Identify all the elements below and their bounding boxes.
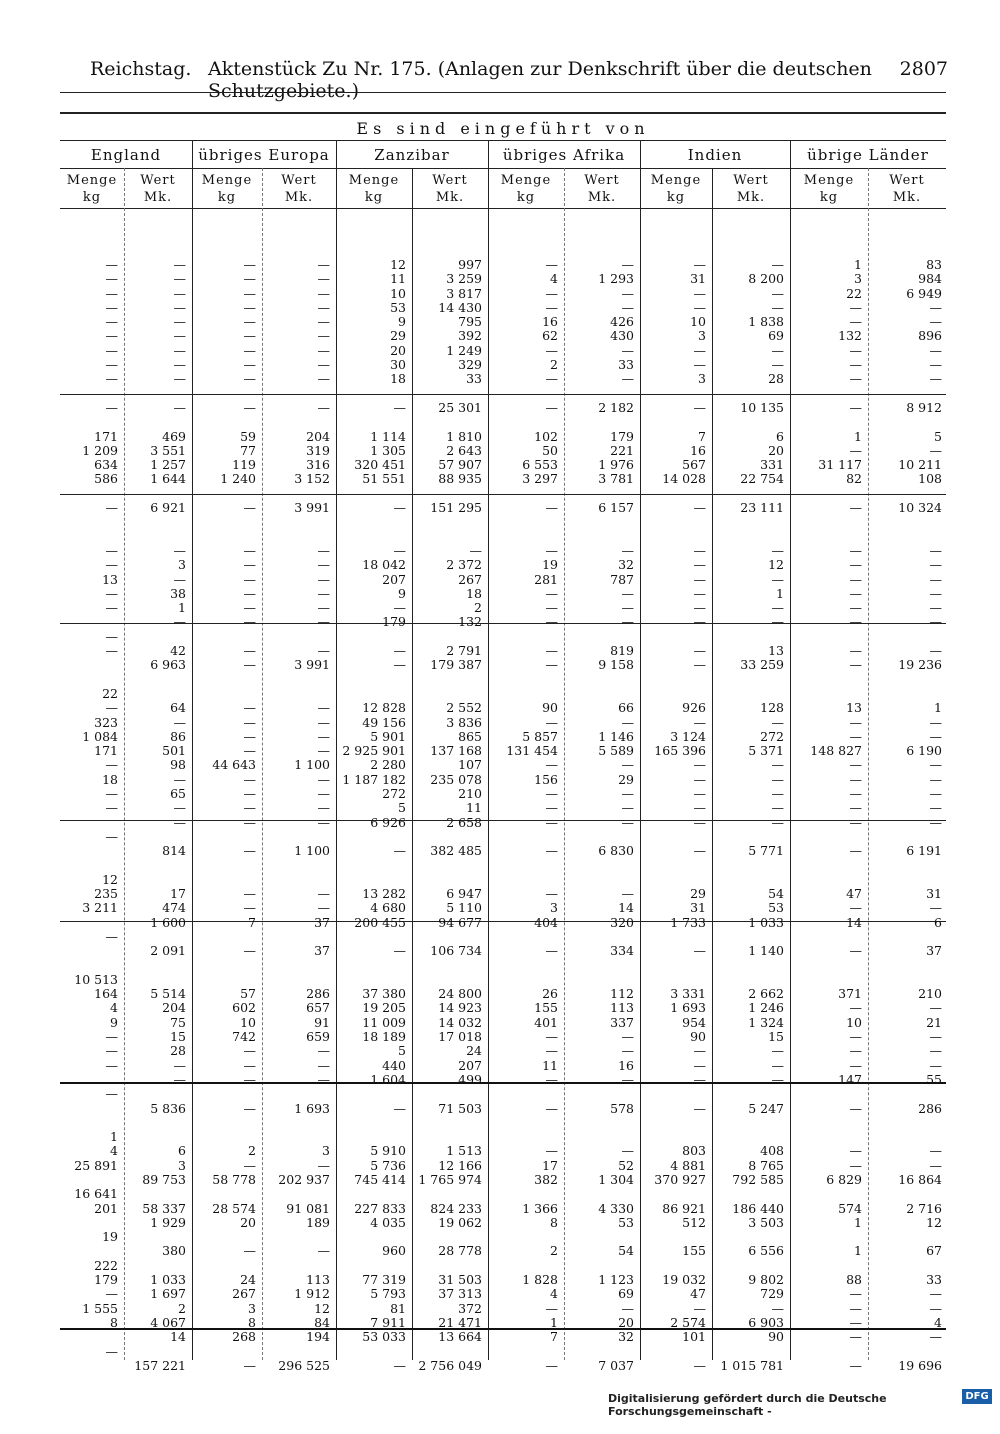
group-indien: Indien <box>687 146 743 164</box>
sub-menge-zanzibar: Menge kg <box>348 173 400 205</box>
table-caption: Es sind eingeführt von <box>356 119 650 138</box>
col-indien-menge: — 31 — — 10 3 — — 3 — 7 16 567 14 028 — — — — — — — — — 926 — 3 124 165 396 — — — — — — 29 31 1 733 — 3 331 1 693 954 90 — — — — 803 4 881 370 927 86 921 512 155 19 032 47 — 2 574 101 — <box>654 257 706 1373</box>
col-afrika-wert: — 1 293 — — 426 430 — 33 — 2 182 179 221 1 976 3 781 6 157 — 32 787 — — — 819 9 158 66 — 1 146 5 589 — 29 — — — 6 830 — 14 320 334 112 113 337 — — 16 — 578 — 52 1 304 4 330 53 54 1 123 69 — 20 32 7 037 <box>598 257 634 1373</box>
sub-menge-indien: Menge kg <box>650 173 702 205</box>
header-rule <box>60 92 946 93</box>
digitization-credit: Digitalisierung gefördert durch die Deutsche Forschungsgemeinschaft - <box>608 1392 887 1418</box>
group-england: England <box>90 146 162 164</box>
group-zanzibar: Zanzibar <box>374 146 450 164</box>
col-europa-wert: — — — — — — — — — — 204 319 316 3 152 3 991 — — — — — — — 3 991 — — — — 1 100 — — — — 1 100 — — 37 37 286 657 91 659 — — — 1 693 3 — 202 937 91 081 189 — 113 1 912 12 84 194 296 525 <box>278 257 330 1373</box>
sub-wert-england: Wert Mk. <box>140 173 176 205</box>
sub-wert-afrika: Wert Mk. <box>584 173 620 205</box>
import-table <box>60 115 946 1373</box>
col-zanzibar-wert: 997 3 259 3 817 14 430 795 392 1 249 329 33 25 301 1 810 2 643 57 907 88 935 151 295 — 2 372 267 18 2 132 2 791 179 387 2 552 3 836 865 137 168 107 235 078 210 11 2 658 382 485 6 947 5 110 94 677 106 734 24 800 14 923 14 032 17 018 24 207 499 71 503 1 513 12 166 1 765 974 824 233 19 062 28 778 31 503 37 313 372 21 471 13 664 2 756 049 <box>418 257 482 1373</box>
col-afrika-menge: — 4 — — 16 62 — 2 — — 102 50 6 553 3 297 — — 19 281 — — — — — 90 — 5 857 131 454 — 156 — — — — — 3 404 — 26 155 401 — — 11 — — — 17 382 1 366 8 2 1 828 4 — 1 7 — <box>506 257 558 1373</box>
sub-menge-afrika: Menge kg <box>500 173 552 205</box>
group-uebriges-europa: übriges Europa <box>198 146 330 164</box>
col-england-wert: — — — — — — — — — — 469 3 551 1 257 1 644 6 921 — 3 — 38 1 — 42 6 963 64 — 86 501 98 — 65 — — 814 17 474 1 600 2 091 5 514 204 75 15 28 — — 5 836 6 3 89 753 58 337 1 929 380 1 033 1 697 2 4 067 14 157 221 <box>134 257 186 1373</box>
running-header <box>90 58 948 102</box>
sub-menge-laender: Menge kg <box>803 173 855 205</box>
sub-wert-zanzibar: Wert Mk. <box>432 173 468 205</box>
page-number: 2807 <box>899 58 948 80</box>
col-indien-wert: — 8 200 — — 1 838 69 — — 28 10 135 6 20 331 22 754 23 111 — 12 — 1 — — 13 33 259 128 — 272 5 371 — — — — — 5 771 54 53 1 033 1 140 2 662 1 246 1 324 15 — — — 5 247 408 8 765 792 585 186 440 3 503 6 556 9 802 729 — 6 903 90 1 015 781 <box>720 257 784 1373</box>
col-laender-menge: 1 3 22 — — 132 — — — — 1 — 31 117 82 — — — — — — — — — 13 — — 148 827 — — — — — — 47 — 14 — 371 — 10 — — — 147 — — — 6 829 574 1 1 88 — — — — — <box>810 257 862 1373</box>
sub-menge-europa: Menge kg <box>201 173 253 205</box>
col-england-menge: — — — — — — — — — — 171 1 209 634 586 — — — 13 — — — — 22 — 323 1 084 171 — 18 — — — 12 235 3 211 — 10 513 164 4 9 — — — — 1 4 25 891 16 641 201 19 222 179 — 1 555 8 — <box>74 257 118 1359</box>
col-laender-wert: 83 984 6 949 — — 896 — — — 8 912 5 — 10 211 108 10 324 — — — — — — — 19 236 1 — — 6 190 — — — — — 6 191 31 — 6 37 210 — 21 — — — 55 286 — — 16 864 2 716 12 67 33 — — 4 — 19 696 <box>898 257 942 1373</box>
sub-wert-indien: Wert Mk. <box>733 173 769 205</box>
group-uebriges-afrika: übriges Afrika <box>502 146 626 164</box>
table-top-rule <box>60 112 946 114</box>
col-europa-menge: — — — — — — — — — — 59 77 119 1 240 — — — — — — — — — — — — — 44 643 — — — — — — — 7 — 57 602 10 742 — — — — 2 — 58 778 28 574 20 — 24 267 3 8 268 — <box>212 257 256 1373</box>
dfg-logo: DFG <box>962 1389 992 1404</box>
header-left: Reichstag. <box>90 58 192 80</box>
header-title: Aktenstück Zu Nr. 175. (Anlagen zur Denkschrift über die deutschen Schutzgebiete.) <box>208 58 872 102</box>
sub-wert-laender: Wert Mk. <box>889 173 925 205</box>
group-uebrige-laender: übrige Länder <box>807 146 929 164</box>
col-zanzibar-menge: 12 11 10 53 9 29 20 30 18 — 1 114 1 305 320 451 51 551 — — 18 042 207 9 — 179 — — 12 828 49 156 5 901 2 925 901 2 280 1 187 182 272 5 6 926 — 13 282 4 680 200 455 — 37 380 19 205 11 009 18 189 5 440 1 604 — 5 910 5 736 745 414 227 833 4 035 960 77 319 5 793 81 7 911 53 033 — <box>342 257 406 1373</box>
sub-wert-europa: Wert Mk. <box>281 173 317 205</box>
sub-menge-england: Menge kg <box>66 173 118 205</box>
